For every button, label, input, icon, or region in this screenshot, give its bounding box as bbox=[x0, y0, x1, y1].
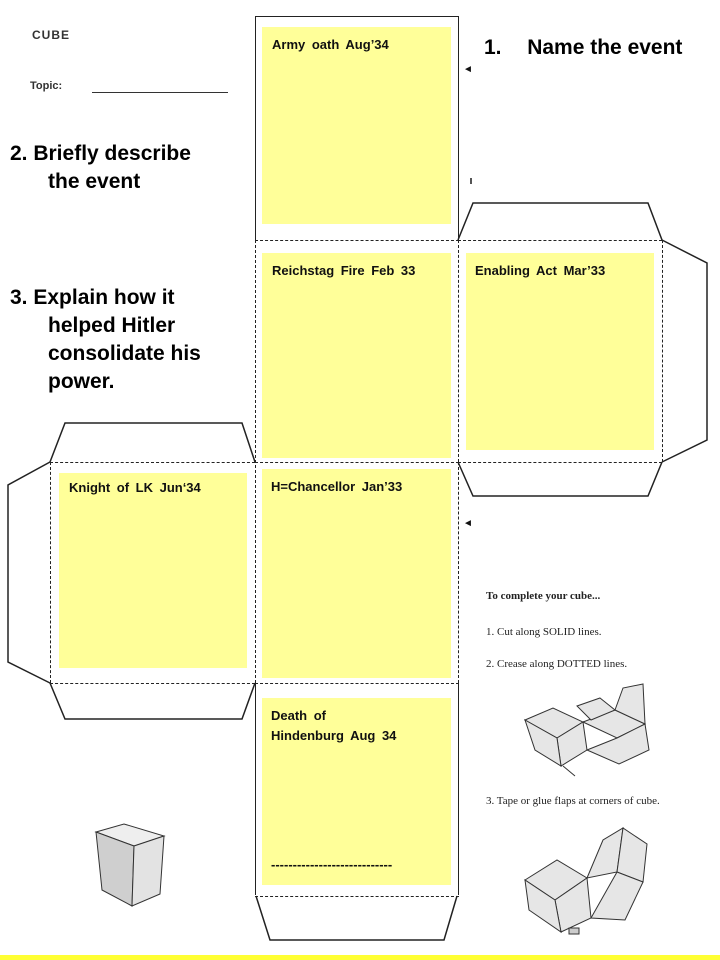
face-bottom-dashes: ---------------------------- bbox=[271, 857, 393, 872]
topic-label: Topic: bbox=[30, 80, 63, 92]
instruction-1-text: Name the event bbox=[527, 36, 683, 59]
face-right-label: Enabling Act Mar’33 bbox=[475, 263, 606, 278]
face-bottom-line2: Hindenburg Aug 34 bbox=[271, 728, 397, 743]
cut-line bbox=[255, 16, 459, 17]
pointer-arrow-icon: ◄ bbox=[463, 518, 473, 529]
fold-line bbox=[255, 683, 459, 684]
bottom-flap bbox=[250, 890, 464, 948]
instruction-3 bbox=[10, 284, 201, 396]
instruction-1 bbox=[484, 34, 682, 62]
instruction-2-line2: the event bbox=[48, 170, 141, 193]
instruction-3-line3: consolidate his bbox=[48, 342, 201, 365]
fold-line bbox=[255, 896, 459, 897]
cut-line bbox=[458, 683, 459, 895]
face-right bbox=[466, 253, 654, 450]
face-center-low-label: H=Chancellor Jan’33 bbox=[271, 479, 403, 494]
howto-step3: 3. Tape or glue flaps at corners of cube. bbox=[486, 795, 660, 807]
face-top-label: Army oath Aug’34 bbox=[272, 37, 389, 52]
cube-illustration bbox=[88, 820, 174, 912]
howto-step1: 1. Cut along SOLID lines. bbox=[486, 626, 602, 638]
face-bottom bbox=[262, 698, 451, 885]
pointer-arrow-icon: ◄ bbox=[463, 64, 473, 75]
face-top bbox=[262, 27, 451, 224]
instruction-3-line1: 3. Explain how it bbox=[10, 286, 175, 309]
face-left bbox=[59, 473, 247, 668]
fold-line bbox=[255, 240, 459, 241]
cut-line bbox=[255, 16, 256, 240]
instruction-3-line4: power. bbox=[48, 370, 115, 393]
face-center-low bbox=[262, 469, 451, 678]
instruction-3-line2: helped Hitler bbox=[48, 314, 176, 337]
face-bottom-line1: Death of bbox=[271, 708, 326, 723]
folding-illustration-assembled bbox=[505, 820, 685, 940]
instruction-2 bbox=[10, 140, 191, 196]
topic-line bbox=[92, 92, 228, 93]
instruction-2-line1: 2. Briefly describe bbox=[10, 142, 191, 165]
face-bottom-label bbox=[271, 706, 446, 746]
howto-step2: 2. Crease along DOTTED lines. bbox=[486, 658, 628, 670]
fold-line bbox=[255, 462, 459, 463]
tick-mark bbox=[470, 178, 472, 184]
face-middle bbox=[262, 253, 451, 458]
worksheet-title: CUBE bbox=[32, 28, 71, 42]
bottom-bar bbox=[0, 955, 720, 960]
howto-title: To complete your cube... bbox=[486, 590, 601, 602]
face-middle-label: Reichstag Fire Feb 33 bbox=[272, 263, 416, 278]
face-left-label: Knight of LK Jun‘34 bbox=[69, 480, 201, 495]
instruction-1-number: 1. bbox=[484, 36, 502, 59]
folding-illustration bbox=[505, 680, 685, 780]
